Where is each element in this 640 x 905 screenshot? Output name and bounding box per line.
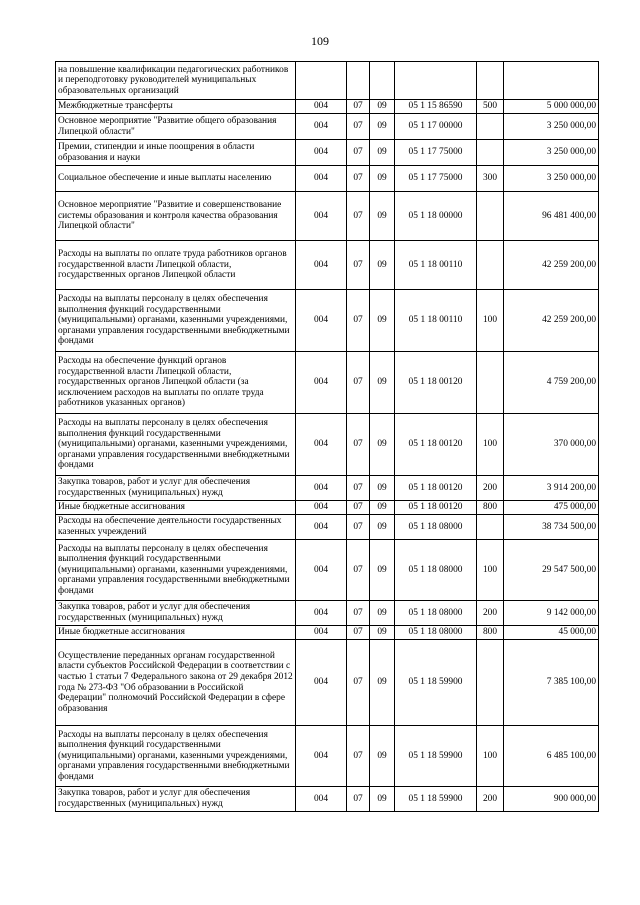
row-ved: 004 — [296, 290, 347, 352]
table-row — [56, 140, 599, 166]
row-sum: 3 250 000,00 — [504, 114, 599, 140]
row-rz: 07 — [347, 192, 370, 241]
row-ved: 004 — [296, 192, 347, 241]
row-name: Основное мероприятие "Развитие и совершенствование системы образования и контроля качества образования Липецкой области" — [56, 192, 296, 241]
row-sum: 7 385 100,00 — [504, 640, 599, 726]
row-pr: 09 — [370, 501, 395, 515]
row-rz: 07 — [347, 140, 370, 166]
row-rz: 07 — [347, 515, 370, 540]
table-row — [56, 601, 599, 626]
row-sum: 3 914 200,00 — [504, 476, 599, 501]
row-name: Закупка товаров, работ и услуг для обеспечения государственных (муниципальных) нужд — [56, 476, 296, 501]
row-sum: 38 734 500,00 — [504, 515, 599, 540]
row-vr: 300 — [477, 166, 504, 192]
table-row — [56, 726, 599, 787]
row-csr: 05 1 18 00120 — [395, 501, 477, 515]
row-name: Межбюджетные трансферты — [56, 100, 296, 114]
row-sum: 42 259 200,00 — [504, 290, 599, 352]
budget-table — [55, 61, 599, 812]
row-vr: 200 — [477, 787, 504, 812]
row-name: Основное мероприятие "Развитие общего образования Липецкой области" — [56, 114, 296, 140]
row-pr: 09 — [370, 787, 395, 812]
table-row — [56, 476, 599, 501]
row-rz: 07 — [347, 100, 370, 114]
row-rz — [347, 62, 370, 100]
row-ved: 004 — [296, 787, 347, 812]
row-vr: 100 — [477, 726, 504, 787]
row-sum: 9 142 000,00 — [504, 601, 599, 626]
row-pr: 09 — [370, 352, 395, 414]
row-name: Осуществление переданных органам государственной власти субъектов Российской Федерации в соответствии с частью 1 статьи 7 Федерального закона от 29 декабря 2012 года № 273-ФЗ "Об образовании в Российской Федерации" полномочий Российской Федерации в сфере образования — [56, 640, 296, 726]
row-ved: 004 — [296, 140, 347, 166]
row-csr: 05 1 18 08000 — [395, 540, 477, 601]
row-vr — [477, 352, 504, 414]
row-ved: 004 — [296, 640, 347, 726]
row-name: Расходы на выплаты персоналу в целях обеспечения выполнения функций государственными (муниципальными) органами, казенными учреждениями, органами управления государственными внебюджетными фондами — [56, 290, 296, 352]
row-rz: 07 — [347, 414, 370, 476]
row-csr: 05 1 18 59900 — [395, 787, 477, 812]
row-name: Социальное обеспечение и иные выплаты населению — [56, 166, 296, 192]
row-rz: 07 — [347, 166, 370, 192]
row-rz: 07 — [347, 726, 370, 787]
row-vr: 800 — [477, 501, 504, 515]
row-csr — [395, 62, 477, 100]
row-vr: 100 — [477, 540, 504, 601]
row-csr: 05 1 17 75000 — [395, 140, 477, 166]
row-csr: 05 1 17 00000 — [395, 114, 477, 140]
table-row — [56, 290, 599, 352]
row-rz: 07 — [347, 601, 370, 626]
row-csr: 05 1 18 59900 — [395, 640, 477, 726]
row-vr — [477, 114, 504, 140]
row-pr: 09 — [370, 166, 395, 192]
row-ved: 004 — [296, 241, 347, 290]
row-ved: 004 — [296, 414, 347, 476]
row-name: Закупка товаров, работ и услуг для обеспечения государственных (муниципальных) нужд — [56, 601, 296, 626]
row-vr — [477, 192, 504, 241]
row-pr: 09 — [370, 476, 395, 501]
row-csr: 05 1 18 00120 — [395, 476, 477, 501]
row-ved: 004 — [296, 515, 347, 540]
row-pr: 09 — [370, 640, 395, 726]
row-name: Расходы на обеспечение деятельности государственных казенных учреждений — [56, 515, 296, 540]
budget-table-body — [56, 62, 599, 812]
row-ved: 004 — [296, 626, 347, 640]
row-ved: 004 — [296, 540, 347, 601]
row-csr: 05 1 18 59900 — [395, 726, 477, 787]
row-rz: 07 — [347, 290, 370, 352]
row-sum: 3 250 000,00 — [504, 140, 599, 166]
row-name: Иные бюджетные ассигнования — [56, 501, 296, 515]
row-name: Расходы на выплаты персоналу в целях обеспечения выполнения функций государственными (муниципальными) органами, казенными учреждениями, органами управления государственными внебюджетными фондами — [56, 414, 296, 476]
row-name: Расходы на выплаты по оплате труда работников органов государственной власти Липецкой области, государственных органов Липецкой области — [56, 241, 296, 290]
row-sum: 6 485 100,00 — [504, 726, 599, 787]
row-ved: 004 — [296, 114, 347, 140]
table-row — [56, 352, 599, 414]
table-row — [56, 114, 599, 140]
row-vr — [477, 140, 504, 166]
row-csr: 05 1 18 00120 — [395, 414, 477, 476]
row-name: Расходы на выплаты персоналу в целях обеспечения выполнения функций государственными (муниципальными) органами, казенными учреждениями, органами управления государственными внебюджетными фондами — [56, 540, 296, 601]
row-pr: 09 — [370, 540, 395, 601]
row-csr: 05 1 18 00000 — [395, 192, 477, 241]
row-sum: 96 481 400,00 — [504, 192, 599, 241]
row-vr: 200 — [477, 601, 504, 626]
row-pr — [370, 62, 395, 100]
row-sum: 42 259 200,00 — [504, 241, 599, 290]
row-csr: 05 1 18 00110 — [395, 290, 477, 352]
row-ved: 004 — [296, 726, 347, 787]
row-pr: 09 — [370, 192, 395, 241]
row-vr: 500 — [477, 100, 504, 114]
row-pr: 09 — [370, 601, 395, 626]
table-row — [56, 414, 599, 476]
row-pr: 09 — [370, 626, 395, 640]
row-vr: 200 — [477, 476, 504, 501]
row-ved: 004 — [296, 476, 347, 501]
row-sum: 900 000,00 — [504, 787, 599, 812]
table-row — [56, 100, 599, 114]
row-name: Закупка товаров, работ и услуг для обеспечения государственных (муниципальных) нужд — [56, 787, 296, 812]
table-row — [56, 62, 599, 100]
row-name: Расходы на обеспечение функций органов государственной власти Липецкой области, государственных органов Липецкой области (за исключением расходов на выплаты по оплате труда работников указанных органов) — [56, 352, 296, 414]
row-rz: 07 — [347, 352, 370, 414]
table-row — [56, 787, 599, 812]
table-row — [56, 166, 599, 192]
row-sum: 370 000,00 — [504, 414, 599, 476]
row-vr — [477, 640, 504, 726]
row-pr: 09 — [370, 241, 395, 290]
row-vr — [477, 241, 504, 290]
row-rz: 07 — [347, 540, 370, 601]
table-row — [56, 515, 599, 540]
row-pr: 09 — [370, 290, 395, 352]
row-pr: 09 — [370, 100, 395, 114]
row-rz: 07 — [347, 626, 370, 640]
row-vr: 100 — [477, 290, 504, 352]
row-csr: 05 1 15 86590 — [395, 100, 477, 114]
row-sum — [504, 62, 599, 100]
table-row — [56, 192, 599, 241]
row-sum: 475 000,00 — [504, 501, 599, 515]
row-ved — [296, 62, 347, 100]
row-ved: 004 — [296, 501, 347, 515]
row-name: Иные бюджетные ассигнования — [56, 626, 296, 640]
row-rz: 07 — [347, 114, 370, 140]
row-sum: 3 250 000,00 — [504, 166, 599, 192]
row-name: на повышение квалификации педагогических работников и переподготовку руководителей муниципальных образовательных организаций — [56, 62, 296, 100]
row-csr: 05 1 18 00110 — [395, 241, 477, 290]
row-csr: 05 1 18 08000 — [395, 601, 477, 626]
row-vr: 100 — [477, 414, 504, 476]
row-ved: 004 — [296, 352, 347, 414]
table-row — [56, 241, 599, 290]
row-pr: 09 — [370, 726, 395, 787]
row-csr: 05 1 18 00120 — [395, 352, 477, 414]
row-pr: 09 — [370, 414, 395, 476]
table-row — [56, 501, 599, 515]
table-row — [56, 640, 599, 726]
row-rz: 07 — [347, 787, 370, 812]
row-rz: 07 — [347, 640, 370, 726]
row-rz: 07 — [347, 501, 370, 515]
row-csr: 05 1 18 08000 — [395, 515, 477, 540]
row-name: Расходы на выплаты персоналу в целях обеспечения выполнения функций государственными (муниципальными) органами, казенными учреждениями, органами управления государственными внебюджетными фондами — [56, 726, 296, 787]
page-number: 109 — [311, 34, 329, 48]
row-ved: 004 — [296, 601, 347, 626]
row-sum: 29 547 500,00 — [504, 540, 599, 601]
row-name: Премии, стипендии и иные поощрения в области образования и науки — [56, 140, 296, 166]
row-pr: 09 — [370, 140, 395, 166]
row-csr: 05 1 18 08000 — [395, 626, 477, 640]
row-ved: 004 — [296, 100, 347, 114]
row-sum: 4 759 200,00 — [504, 352, 599, 414]
row-rz: 07 — [347, 476, 370, 501]
row-pr: 09 — [370, 515, 395, 540]
row-rz: 07 — [347, 241, 370, 290]
row-vr — [477, 515, 504, 540]
row-sum: 45 000,00 — [504, 626, 599, 640]
row-csr: 05 1 17 75000 — [395, 166, 477, 192]
row-vr — [477, 62, 504, 100]
table-row — [56, 626, 599, 640]
row-vr: 800 — [477, 626, 504, 640]
row-pr: 09 — [370, 114, 395, 140]
row-sum: 5 000 000,00 — [504, 100, 599, 114]
row-ved: 004 — [296, 166, 347, 192]
table-row — [56, 540, 599, 601]
